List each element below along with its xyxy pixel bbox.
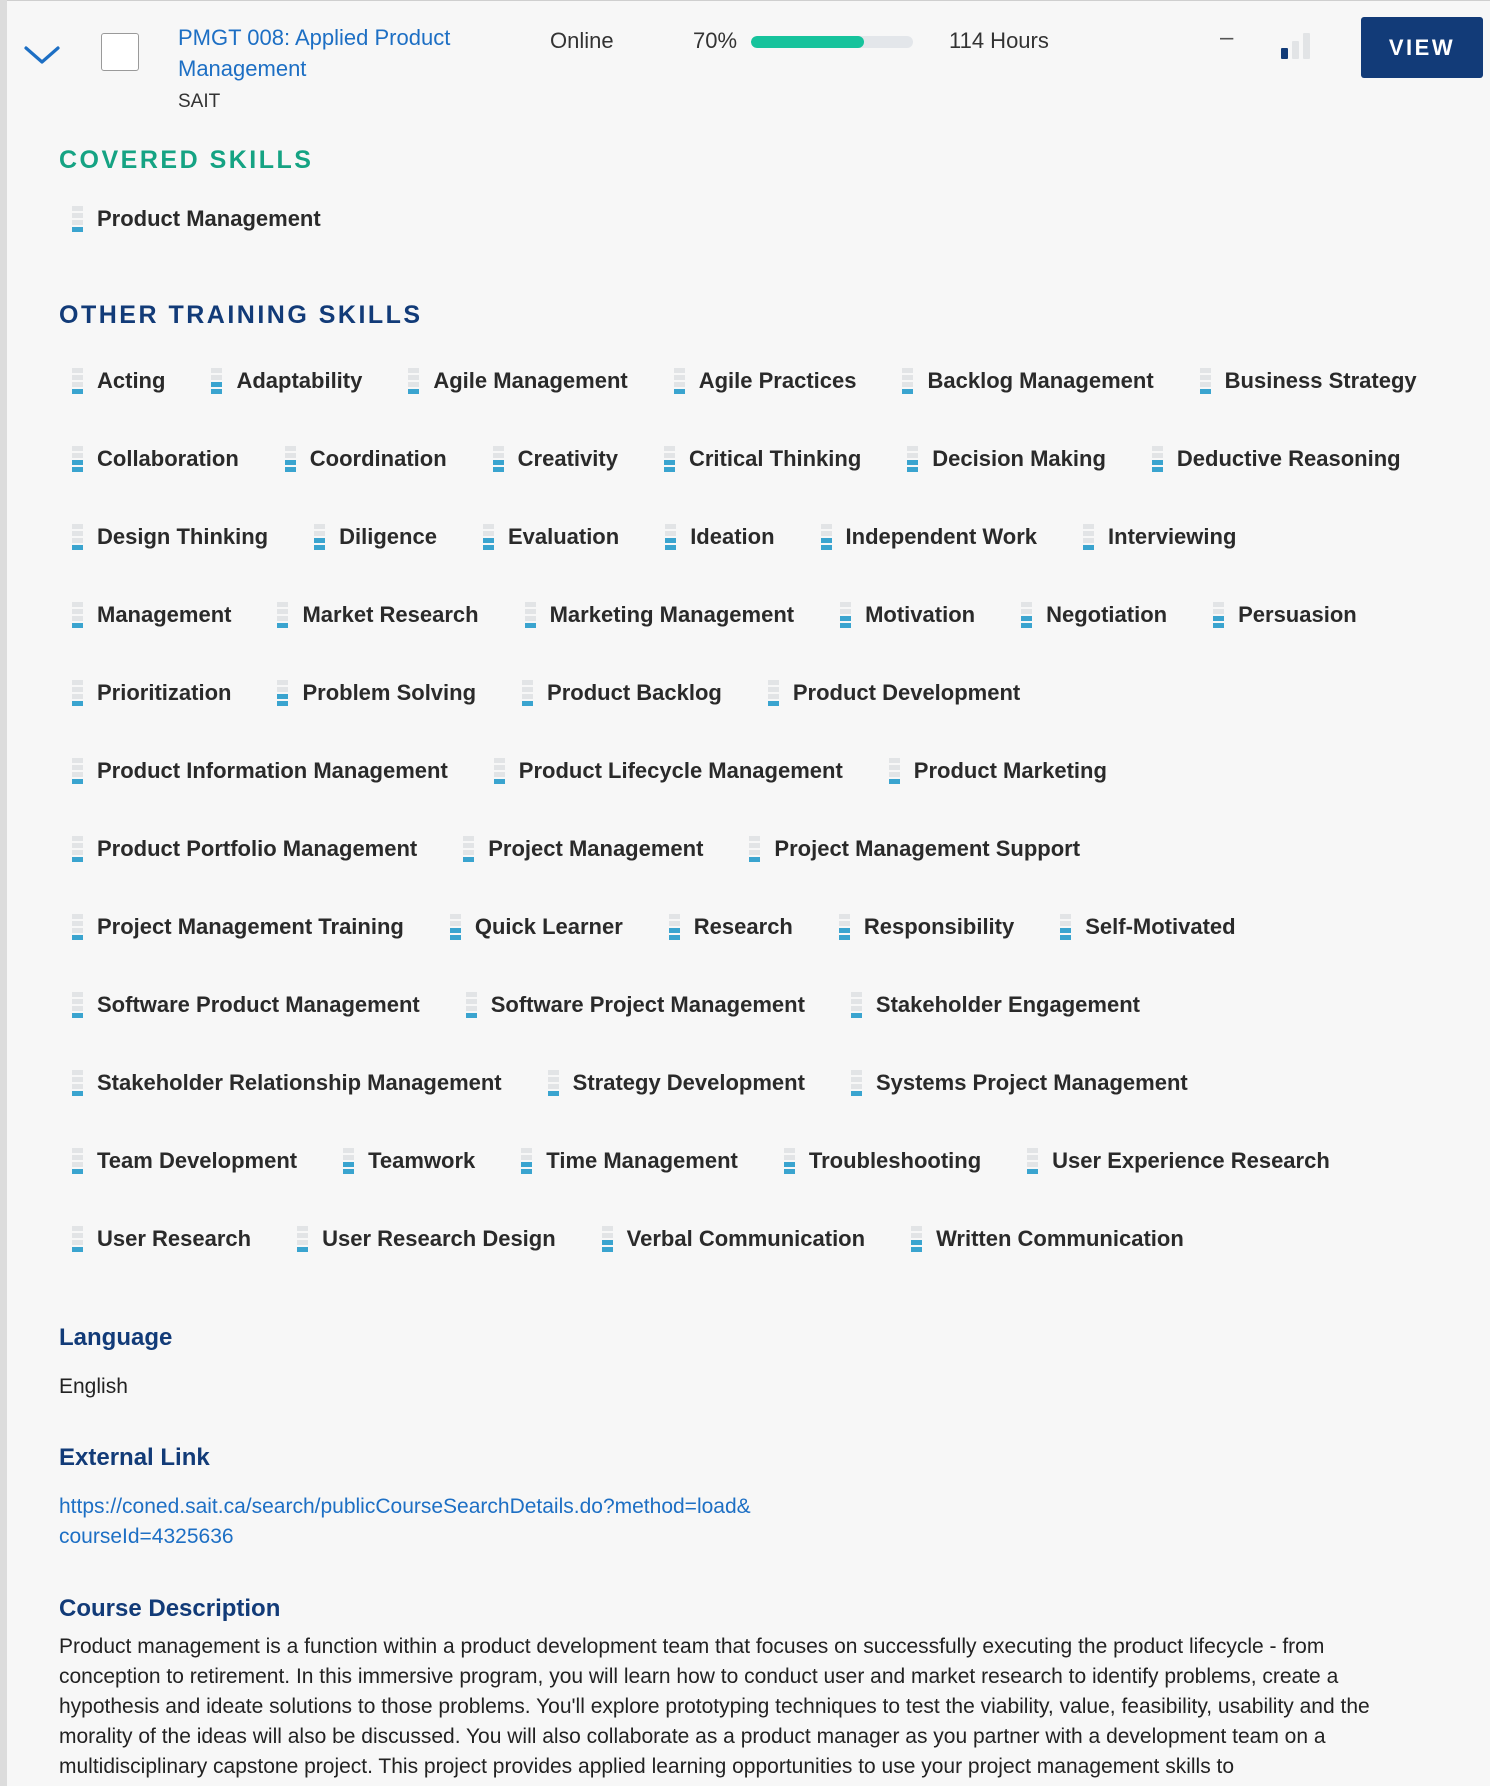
skill-label: Market Research — [302, 602, 479, 627]
skill-label: Product Portfolio Management — [97, 836, 418, 861]
skill-label: Agile Practices — [698, 368, 857, 393]
skill-label: Team Development — [97, 1148, 298, 1173]
skill-chip[interactable] — [665, 524, 774, 550]
skill-level-icon — [72, 680, 83, 706]
skill-level-icon — [602, 1226, 613, 1252]
skill-level-icon — [277, 680, 288, 706]
skill-row — [72, 680, 1020, 706]
skill-level-icon — [72, 602, 83, 628]
course-description-heading: Course Description — [59, 1595, 281, 1622]
skill-level-icon — [521, 1148, 532, 1174]
skill-chip[interactable] — [674, 368, 857, 394]
skill-level-icon — [839, 914, 850, 940]
skill-label: Software Project Management — [490, 992, 805, 1017]
skill-level-icon — [851, 992, 862, 1018]
skill-level-icon — [72, 758, 83, 784]
skill-chip[interactable] — [1021, 602, 1167, 628]
skill-chip[interactable] — [408, 368, 627, 394]
cost-value: – — [1220, 24, 1234, 51]
skill-chip[interactable] — [851, 1070, 1188, 1096]
skill-chip[interactable] — [907, 446, 1106, 472]
skill-label: Acting — [97, 368, 166, 393]
skill-chip[interactable] — [72, 1226, 251, 1252]
delivery-mode: Online — [550, 28, 614, 53]
skill-chip[interactable] — [664, 446, 861, 472]
skill-chip[interactable] — [72, 836, 417, 862]
skill-level-icon — [314, 524, 325, 550]
skill-label: Written Communication — [936, 1226, 1184, 1251]
skill-level-icon — [72, 992, 83, 1018]
skill-row — [72, 1148, 1330, 1174]
skill-chip[interactable] — [450, 914, 623, 940]
skill-level-icon — [72, 524, 83, 550]
skill-row — [72, 758, 1107, 784]
skill-label: Time Management — [546, 1148, 738, 1173]
skill-level-icon — [408, 368, 419, 394]
match-progress-fill — [751, 36, 864, 48]
skill-level-icon — [840, 602, 851, 628]
skill-level-icon — [343, 1148, 354, 1174]
skill-label: Project Management Training — [97, 914, 404, 939]
skill-level-icon — [749, 836, 760, 862]
skill-level-icon — [72, 1148, 83, 1174]
skill-chip[interactable] — [839, 914, 1014, 940]
skill-label: Agile Management — [433, 368, 628, 393]
skill-level-icon — [548, 1070, 559, 1096]
skill-label: Interviewing — [1108, 524, 1237, 549]
skill-row — [72, 446, 1401, 472]
skill-chip[interactable] — [1083, 524, 1236, 550]
skill-chip[interactable] — [72, 1148, 297, 1174]
skill-chip[interactable] — [493, 446, 618, 472]
skill-level-icon — [784, 1148, 795, 1174]
signal-bars-icon — [1280, 30, 1312, 60]
skill-label: Product Marketing — [913, 758, 1107, 783]
external-link-heading: External Link — [59, 1444, 210, 1471]
skill-level-icon — [669, 914, 680, 940]
skill-level-icon — [1021, 602, 1032, 628]
skill-chip[interactable] — [277, 680, 476, 706]
skill-label: Management — [97, 602, 232, 627]
skill-label: Ideation — [690, 524, 775, 549]
course-description-text: Product management is a function within a product development team that focuses on successfully executing the product lifecycle - from conception to retirement. In this immersive program, you will learn how to conduct user and market research to identify problems, create a hypothesis and ideate solutions to those problems. You'll explore prototyping techniques to test the viability, value, feasibility, usability and the morality of the ideas will also be discussed. You will also collaborate as a product manager as you partner with a development team on a multidisciplinary capstone project. This project provides applied learning opportunities to use your project management skills to — [59, 1635, 1370, 1778]
skill-label: Deductive Reasoning — [1176, 446, 1401, 471]
skill-label: Project Management — [488, 836, 704, 861]
skill-chip[interactable] — [1060, 914, 1235, 940]
skill-level-icon — [72, 446, 83, 472]
other-skills-heading: OTHER TRAINING SKILLS — [59, 301, 423, 329]
skill-chip[interactable] — [72, 992, 420, 1018]
skill-chip[interactable] — [466, 992, 805, 1018]
skill-chip[interactable] — [277, 602, 478, 628]
top-divider — [0, 0, 1490, 1]
skill-label: Project Management Support — [774, 836, 1081, 861]
skill-chip[interactable] — [483, 524, 619, 550]
skill-level-icon — [889, 758, 900, 784]
skill-level-icon — [664, 446, 675, 472]
skill-label: Product Management — [97, 206, 321, 231]
skill-label: Product Backlog — [547, 680, 722, 705]
skill-chip[interactable] — [314, 524, 437, 550]
skill-label: Marketing Management — [549, 602, 795, 627]
skill-label: Teamwork — [368, 1148, 476, 1173]
covered-skills-list — [72, 206, 321, 232]
skill-label: Backlog Management — [927, 368, 1154, 393]
skill-label: User Research Design — [322, 1226, 556, 1251]
skill-chip[interactable] — [72, 446, 239, 472]
skill-label: Diligence — [339, 524, 437, 549]
course-title-link[interactable]: PMGT 008: Applied Product Management — [178, 25, 451, 81]
skill-label: Stakeholder Relationship Management — [97, 1070, 502, 1095]
external-link[interactable]: https://coned.sait.ca/search/publicCourseSearchDetails.do?method=load&courseId=4325636 — [59, 1495, 751, 1548]
skill-row — [72, 992, 1140, 1018]
skill-level-icon — [72, 206, 83, 232]
skill-label: Responsibility — [863, 914, 1015, 939]
skill-level-icon — [494, 758, 505, 784]
skill-chip[interactable] — [889, 758, 1107, 784]
skill-level-icon — [911, 1226, 922, 1252]
skill-label: Stakeholder Engagement — [875, 992, 1140, 1017]
skill-chip[interactable] — [343, 1148, 475, 1174]
skill-level-icon — [1200, 368, 1211, 394]
skill-level-icon — [1152, 446, 1163, 472]
skill-level-icon — [907, 446, 918, 472]
skill-label: Software Product Management — [97, 992, 420, 1017]
skill-label: Troubleshooting — [808, 1148, 982, 1173]
skill-label: Research — [693, 914, 793, 939]
skill-level-icon — [665, 524, 676, 550]
covered-skills-heading: COVERED SKILLS — [59, 146, 314, 174]
skill-level-icon — [674, 368, 685, 394]
skill-chip[interactable] — [494, 758, 843, 784]
skill-level-icon — [466, 992, 477, 1018]
skill-label: Evaluation — [507, 524, 620, 549]
skill-chip[interactable] — [548, 1070, 805, 1096]
skill-level-icon — [450, 914, 461, 940]
view-button[interactable]: VIEW — [1361, 17, 1483, 78]
skill-row — [72, 602, 1357, 628]
skill-chip[interactable] — [285, 446, 447, 472]
skill-chip[interactable] — [784, 1148, 981, 1174]
skill-level-icon — [1083, 524, 1094, 550]
skill-chip[interactable] — [1152, 446, 1401, 472]
skill-chip[interactable] — [911, 1226, 1184, 1252]
skill-label: Product Information Management — [97, 758, 448, 783]
select-checkbox[interactable] — [101, 33, 139, 71]
chevron-down-icon[interactable] — [22, 42, 62, 68]
skill-level-icon — [522, 680, 533, 706]
language-value: English — [59, 1375, 128, 1398]
skill-chip[interactable] — [602, 1226, 865, 1252]
skill-chip[interactable] — [72, 758, 448, 784]
skill-label: Product Lifecycle Management — [518, 758, 843, 783]
skill-chip[interactable] — [840, 602, 975, 628]
skill-label: Creativity — [517, 446, 618, 471]
skill-label: Critical Thinking — [688, 446, 862, 471]
skill-level-icon — [72, 1070, 83, 1096]
course-provider: SAIT — [178, 91, 221, 112]
skill-chip[interactable] — [522, 680, 722, 706]
skill-level-icon — [493, 446, 504, 472]
skill-level-icon — [297, 1226, 308, 1252]
skill-chip[interactable] — [768, 680, 1020, 706]
skill-label: Adaptability — [236, 368, 363, 393]
match-percent: 70% — [693, 28, 738, 53]
skill-label: Motivation — [865, 602, 976, 627]
skill-chip[interactable] — [1027, 1148, 1330, 1174]
skill-chip[interactable] — [211, 368, 362, 394]
left-border — [0, 0, 7, 1786]
skill-level-icon — [851, 1070, 862, 1096]
skill-label: Verbal Communication — [626, 1226, 866, 1251]
skill-chip[interactable] — [1200, 368, 1417, 394]
skill-chip[interactable] — [72, 602, 231, 628]
skill-row — [72, 1070, 1188, 1096]
skill-label: User Research — [97, 1226, 252, 1251]
skill-chip[interactable] — [525, 602, 795, 628]
skill-row — [72, 368, 1417, 394]
skill-label: Business Strategy — [1224, 368, 1417, 393]
skill-chip[interactable] — [72, 206, 321, 232]
skill-label: Prioritization — [97, 680, 232, 705]
skill-label: Problem Solving — [302, 680, 477, 705]
skill-level-icon — [211, 368, 222, 394]
match-progress-bar — [751, 36, 913, 48]
skill-label: Independent Work — [845, 524, 1038, 549]
skill-label: Coordination — [309, 446, 447, 471]
skill-level-icon — [902, 368, 913, 394]
skill-level-icon — [768, 680, 779, 706]
skill-chip[interactable] — [749, 836, 1080, 862]
skill-label: Persuasion — [1238, 602, 1357, 627]
skill-chip[interactable] — [463, 836, 703, 862]
skill-label: Self-Motivated — [1085, 914, 1236, 939]
skill-label: Decision Making — [932, 446, 1106, 471]
skill-chip[interactable] — [72, 1070, 502, 1096]
skill-chip[interactable] — [72, 524, 268, 550]
skill-label: User Experience Research — [1052, 1148, 1330, 1173]
skill-label: Quick Learner — [474, 914, 623, 939]
skill-row — [72, 1226, 1184, 1252]
skill-chip[interactable] — [902, 368, 1153, 394]
skill-chip[interactable] — [72, 680, 231, 706]
skill-level-icon — [277, 602, 288, 628]
skill-level-icon — [285, 446, 296, 472]
skill-level-icon — [525, 602, 536, 628]
skill-label: Collaboration — [97, 446, 239, 471]
skill-chip[interactable] — [821, 524, 1038, 550]
skill-level-icon — [483, 524, 494, 550]
skill-label: Design Thinking — [97, 524, 269, 549]
skill-label: Strategy Development — [572, 1070, 805, 1095]
skill-chip[interactable] — [72, 914, 404, 940]
skill-level-icon — [1060, 914, 1071, 940]
skill-chip[interactable] — [669, 914, 793, 940]
skill-label: Systems Project Management — [875, 1070, 1188, 1095]
skill-chip[interactable] — [521, 1148, 738, 1174]
skill-level-icon — [1213, 602, 1224, 628]
skill-chip[interactable] — [1213, 602, 1357, 628]
skill-label: Product Development — [792, 680, 1021, 705]
skill-level-icon — [72, 1226, 83, 1252]
skill-level-icon — [1027, 1148, 1038, 1174]
skill-label: Negotiation — [1046, 602, 1168, 627]
skill-level-icon — [72, 914, 83, 940]
skill-level-icon — [72, 836, 83, 862]
skill-level-icon — [72, 368, 83, 394]
skill-row — [72, 914, 1236, 940]
skill-chip[interactable] — [851, 992, 1140, 1018]
skill-chip[interactable] — [297, 1226, 556, 1252]
skill-level-icon — [821, 524, 832, 550]
skill-level-icon — [463, 836, 474, 862]
skill-chip[interactable] — [72, 368, 165, 394]
language-heading: Language — [59, 1324, 173, 1351]
course-hours: 114 Hours — [949, 28, 1049, 53]
skill-row — [72, 836, 1080, 862]
skill-row — [72, 524, 1236, 550]
